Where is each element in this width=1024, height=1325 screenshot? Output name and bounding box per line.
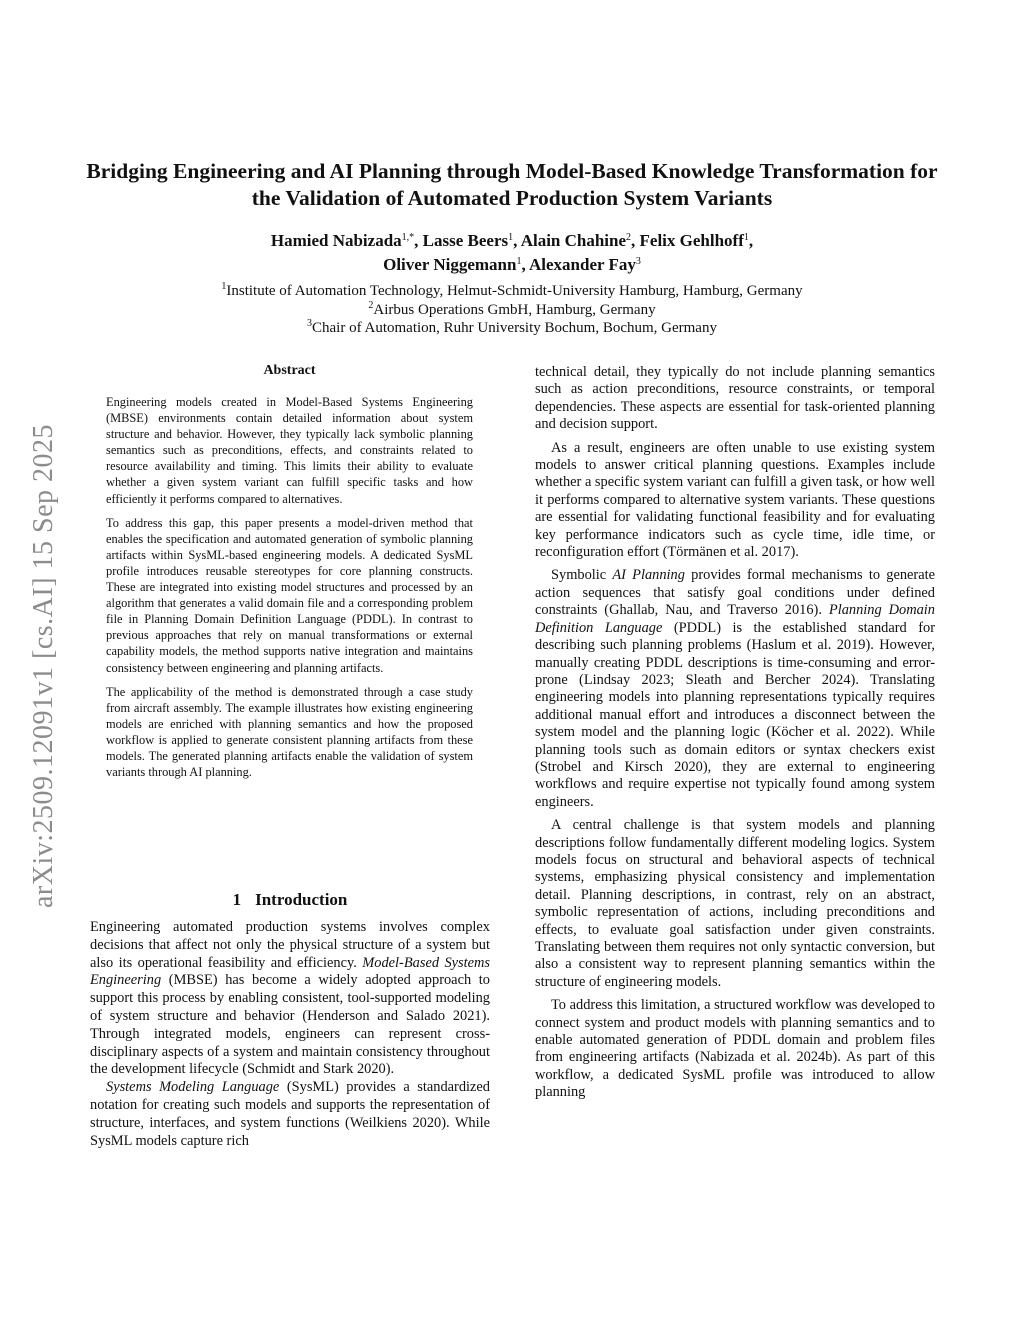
body-paragraph: technical detail, they typically do not include planning semantics such as action preconditions, resource constraints, or temporal dependencies. These aspects are essential for task-oriented planning and decision support. <box>535 364 935 433</box>
author: Alain Chahine$^2$, <box>520 231 640 250</box>
affiliation: $^3$Chair of Automation, Ruhr University Bochum, Bochum, Germany <box>307 318 717 336</box>
introduction-section <box>90 889 490 1150</box>
section-title: Introduction <box>255 890 348 909</box>
author: Hamied Nabizada$^{1,*}$, <box>270 231 423 250</box>
author-list <box>80 229 944 277</box>
section-number: 1 <box>232 890 242 909</box>
abstract-paragraph: Engineering models created in Model-Based Systems Engineering (MBSE) environments contain detailed information about system structure and behavior. However, they typically lack symbolic planning semantics such as preconditions, effects, and constraints related to resource availability and timing. This limits their ability to evaluate whether a given system variant can fulfill specific tasks and how efficiently it performs compared to alternatives. <box>106 395 473 506</box>
body-paragraph: To address this limitation, a structured workflow was developed to connect system and product models with planning semantics and to enable automated generation of PDDL domain and problem files from engineering artifacts (Nabizada et al. 2024b). As part of this workflow, a dedicated SysML profile was introduced to allow planning <box>535 997 935 1101</box>
abstract-heading: Abstract <box>263 363 316 378</box>
affiliation: $^2$Airbus Operations GmbH, Hamburg, Germany <box>368 299 656 318</box>
affiliation: $^1$Institute of Automation Technology, Helmut-Schmidt-University Hamburg, Hamburg, Germany <box>221 281 803 299</box>
right-column <box>535 364 935 1108</box>
body-paragraph: Engineering automated production systems involves complex decisions that affect not only the physical structure of a system but also its operational feasibility and efficiency. Model-Based Systems Engineering (MBSE) has become a widely adopted approach to support this process by enabling consistent, tool-supported modeling of system structure and behavior (Henderson and Salado 2021). Through integrated models, engineers can represent cross-disciplinary aspects of a system and maintain consistency throughout the development lifecycle (Schmidt and Stark 2020). <box>90 919 491 1078</box>
body-paragraph: Symbolic AI Planning provides formal mechanisms to generate action sequences that satisfy goal conditions under defined constraints (Ghallab, Nau, and Traverso 2016). Planning Domain Definition Language (PDDL) is the established standard for describing such planning problems (Haslum et al. 2019). However, manually creating PDDL descriptions is time-consuming and error-prone (Lindsay 2023; Sleath and Bercher 2024). Translating engineering models into planning representations typically requires additional manual effort and introduces a disconnect between the system model and the planning logic (Köcher et al. 2022). While planning tools such as domain editors or syntax checkers exist (Strobel and Kirsch 2020), they are external to engineering workflows and require expertise not typically found among system engineers. <box>535 567 936 810</box>
body-paragraph: A central challenge is that system models and planning descriptions follow fundamentally different modeling logics. System models focus on structural and behavioral aspects of technical systems, emphasizing physical consistency and implementation detail. Planning descriptions, in contrast, rely on an abstract, symbolic representation of actions, including preconditions and effects, to evaluate goal satisfaction under given constraints. Translating between them requires not only syntactic conversion, but also a consistent way to represent planning semantics within the structure of engineering models. <box>535 817 935 990</box>
body-paragraph: As a result, engineers are often unable to use existing system models to answer critical planning questions. Examples include whether a specific system variant can fulfill a given task, or how well it performs compared to alternative system variants. These questions are essential for validating functional feasibility and for evaluating key performance indicators such as cycle time, idle time, or reconfiguration effort (Törmänen et al. 2017). <box>535 439 936 561</box>
abstract-paragraph: The applicability of the method is demonstrated through a case study from aircraft assembly. The example illustrates how existing engineering models are enriched with planning semantics and how the proposed workflow is applied to generate consistent planning artifacts from these models. The generated planning artifacts enable the validation of system variants through AI planning. <box>106 684 473 780</box>
author: Felix Gehlhoff$^1$, <box>639 231 754 250</box>
author: Lasse Beers$^1$, <box>422 231 521 250</box>
section-heading <box>90 889 490 911</box>
author: Alexander Fay$^3$ <box>529 255 641 274</box>
affiliation-list <box>80 282 944 338</box>
abstract-paragraph: To address this gap, this paper presents a model-driven method that enables the specification and automated generation of symbolic planning artifacts within SysML-based engineering models. A dedicated SysML profile introduces reusable stereotypes for core planning constructs. These are integrated into existing model structures and processed by an algorithm that generates a valid domain file and a corresponding problem file in Planning Domain Definition Language (PDDL). In contrast to previous approaches that rely on manual transformations or external capability models, the method supports native integration and maintains consistency between engineering and planning artifacts. <box>106 515 473 675</box>
body-paragraph: Systems Modeling Language (SysML) provides a standardized notation for creating such models and supports the representation of structure, interfaces, and system functions (Weilkiens 2020). While SysML models capture rich <box>90 1079 490 1149</box>
author: Oliver Niggemann$^1$, <box>383 255 529 274</box>
abstract-section <box>106 362 473 788</box>
arxiv-identifier: arXiv:2509.12091v1 [cs.AI] 15 Sep 2025 <box>28 423 59 908</box>
arxiv-identifier-stamp <box>24 378 64 953</box>
paper-title: Bridging Engineering and AI Planning through Model-Based Knowledge Transformation for the Validation of Automated Production System Variants <box>86 159 938 210</box>
